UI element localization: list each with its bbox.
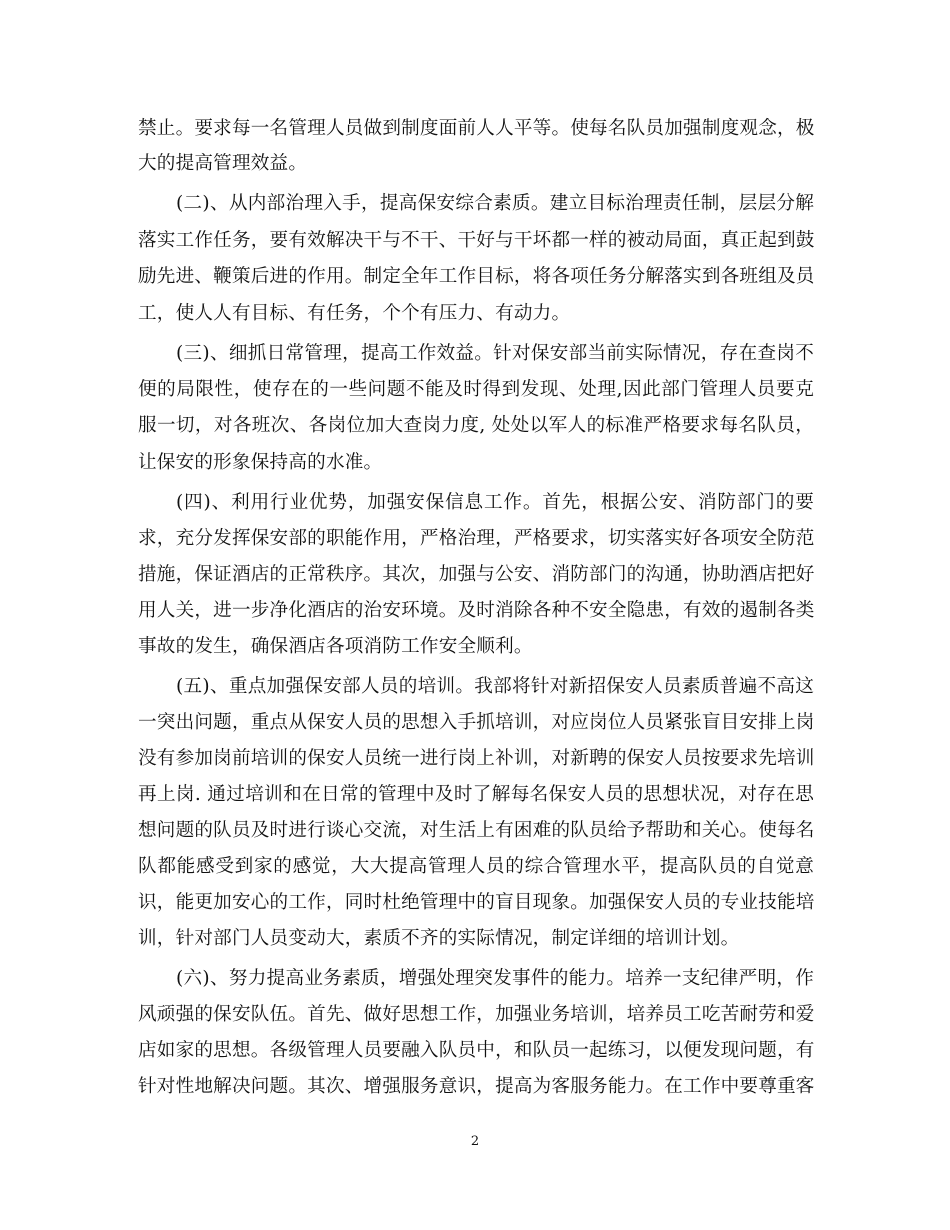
text-line: 针对性地解决问题。其次、增强服务意识，提高为客服务能力。在工作中要尊重客: [138, 1076, 815, 1097]
text-line: 服一切，对各班次、各岗位加大查岗力度, 处处以军人的标准严格要求每名队员，: [138, 415, 814, 436]
text-line: 励先进、鞭策后进的作用。制定全年工作目标，将各项任务分解落实到各班组及员: [138, 266, 815, 287]
text-line: 没有参加岗前培训的保安人员统一进行岗上补训，对新聘的保安人员按要求先培训: [138, 748, 815, 769]
paragraph-heading-line: (六)、努力提高业务素质，增强处理突发事件的能力。培养一支纪律严明，作: [176, 968, 814, 989]
text-line: 队都能感受到家的感觉，大大提高管理人员的综合管理水平，提高队员的自觉意: [138, 856, 814, 877]
text-line: 措施，保证酒店的正常秩序。其次，加强与公安、消防部门的沟通，协助酒店把好: [138, 564, 815, 585]
text-line: 落实工作任务，要有效解决干与不干、干好与干坏都一样的被动局面，真正起到鼓: [138, 230, 815, 251]
text-line: 大的提高管理效益。: [138, 153, 308, 174]
text-line: 事故的发生，确保酒店各项消防工作安全顺利。: [138, 636, 533, 657]
page-number: 2: [470, 1134, 480, 1149]
text-line: 识，能更加安心的工作，同时杜绝管理中的盲目现象。加强保安人员的专业技能培: [138, 892, 815, 913]
text-line: 禁止。要求每一名管理人员做到制度面前人人平等。使每名队员加强制度观念，极: [138, 118, 815, 139]
text-line: 便的局限性，使存在的一些问题不能及时得到发现、处理,因此部门管理人员要克: [138, 379, 814, 400]
paragraph-heading-line: (二)、从内部治理入手，提高保安综合素质。建立目标治理责任制，层层分解: [176, 193, 814, 214]
text-line: 再上岗. 通过培训和在日常的管理中及时了解每名保安人员的思想状况，对存在思: [138, 784, 814, 805]
text-line: 用人关，进一步净化酒店的治安环境。及时消除各种不安全隐患，有效的遏制各类: [138, 600, 815, 621]
text-line: 店如家的思想。各级管理人员要融入队员中，和队员一起练习，以便发现问题，有: [138, 1040, 815, 1061]
text-line: 一突出问题，重点从保安人员的思想入手抓培训，对应岗位人员紧张盲目安排上岗: [138, 712, 815, 733]
text-line: 想问题的队员及时进行谈心交流，对生活上有困难的队员给予帮助和关心。使每名: [138, 820, 815, 841]
text-line: 工，使人人有目标、有任务，个个有压力、有动力。: [138, 303, 571, 324]
text-line: 让保安的形象保持高的水准。: [138, 452, 383, 473]
paragraph-heading-line: (四)、利用行业优势，加强安保信息工作。首先，根据公安、消防部门的要: [176, 492, 814, 513]
paragraph-heading-line: (三)、细抓日常管理，提高工作效益。针对保安部当前实际情况，存在查岗不: [176, 343, 814, 364]
text-line: 求，充分发挥保安部的职能作用，严格治理，严格要求，切实落实好各项安全防范: [138, 528, 815, 549]
text-line: 风顽强的保安队伍。首先、做好思想工作，加强业务培训，培养员工吃苦耐劳和爱: [138, 1004, 815, 1025]
text-line: 训，针对部门人员变动大，素质不齐的实际情况，制定详细的培训计划。: [138, 928, 740, 949]
paragraph-heading-line: (五)、重点加强保安部人员的培训。我部将针对新招保安人员素质普遍不高这: [176, 676, 814, 697]
